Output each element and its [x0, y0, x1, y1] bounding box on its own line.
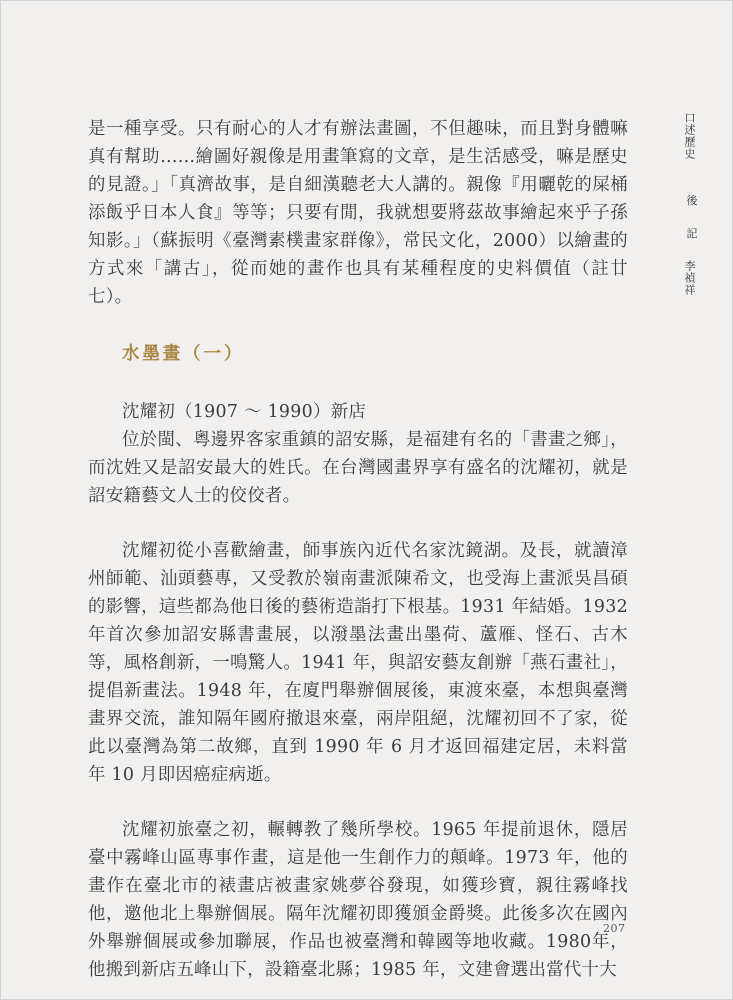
section-heading: 水墨畫（一）: [122, 344, 245, 364]
page-number: 207: [603, 922, 626, 935]
intro-paragraph: 是一種享受。只有耐心的人才有辦法畫圖，不但趣味，而且對身體嘛真有幫助……繪圖好親像是用畫筆寫的文章，是生活感受，嘛是歷史的見證。」「真濟故事，是自細漢聽老大人講的。親像『用曬乾的屎桶添飯乎日本人食』等等；只要有閒，我就想要將茲故事繪起來乎子孫知影。」（蘇振明《臺灣素樸畫家群像》，常民文化，2000）以繪畫的方式來「講古」，從而她的畫作也具有某種程度的史料價值（註廿七）。: [88, 119, 628, 307]
paragraph-gap: [88, 789, 628, 816]
running-header-hou: 後: [686, 194, 698, 207]
body-text: [88, 115, 628, 984]
artist-line: 沈耀初（1907 ～ 1990）新店: [122, 402, 367, 422]
running-header-author: 李禎祥: [683, 260, 696, 296]
paragraph-1: 位於閩、粵邊界客家重鎮的詔安縣，是福建有名的「書畫之鄉」，而沈姓又是詔安最大的姓氏。在台灣國畫界享有盛名的沈耀初，就是詔安籍藝文人士的佼佼者。: [88, 430, 628, 506]
paragraph-3: 沈耀初旅臺之初，輾轉教了幾所學校。1965 年提前退休，隱居臺中霧峰山區專事作畫，這是他一生創作力的顛峰。1973 年，他的畫作在臺北市的裱畫店被畫家姚夢谷發現，如獲珍寶，親往霧峰找他，邀他北上舉辦個展。隔年沈耀初即獲頒金爵獎。此後多次在國內外舉辦個展或參加聯展，作品也被臺灣和韓國等地收藏。1980年，他搬到新店五峰山下，設籍臺北縣；1985 年，文建會選出當代十大: [88, 820, 628, 980]
paragraph-2: 沈耀初從小喜歡繪畫，師事族內近代名家沈鏡湖。及長，就讀漳州師範、汕頭藝專，又受教於嶺南畫派陳希文，也受海上畫派吳昌碩的影響，這些都為他日後的藝術造詣打下根基。1931 年結婚。1932 年首次參加詔安縣書畫展，以潑墨法畫出墨荷、蘆雁、怪石、古木等，風格創新，一鳴驚人。1941 年，與詔安藝友創辦「燕石畫社」，提倡新畫法。1948 年，在廈門舉辦個展後，東渡來臺，本想與臺灣畫界交流，誰知隔年國府撤退來臺，兩岸阻絕，沈耀初回不了家，從此以臺灣為第二故鄉，直到 1990 年 6 月才返回福建定居，未料當年 10 月即因癌症病逝。: [88, 541, 628, 785]
running-header: [683, 112, 701, 296]
paragraph-gap: [88, 510, 628, 537]
running-header-title: 口述歷史: [683, 112, 696, 160]
running-header-ji: 記: [686, 227, 698, 240]
